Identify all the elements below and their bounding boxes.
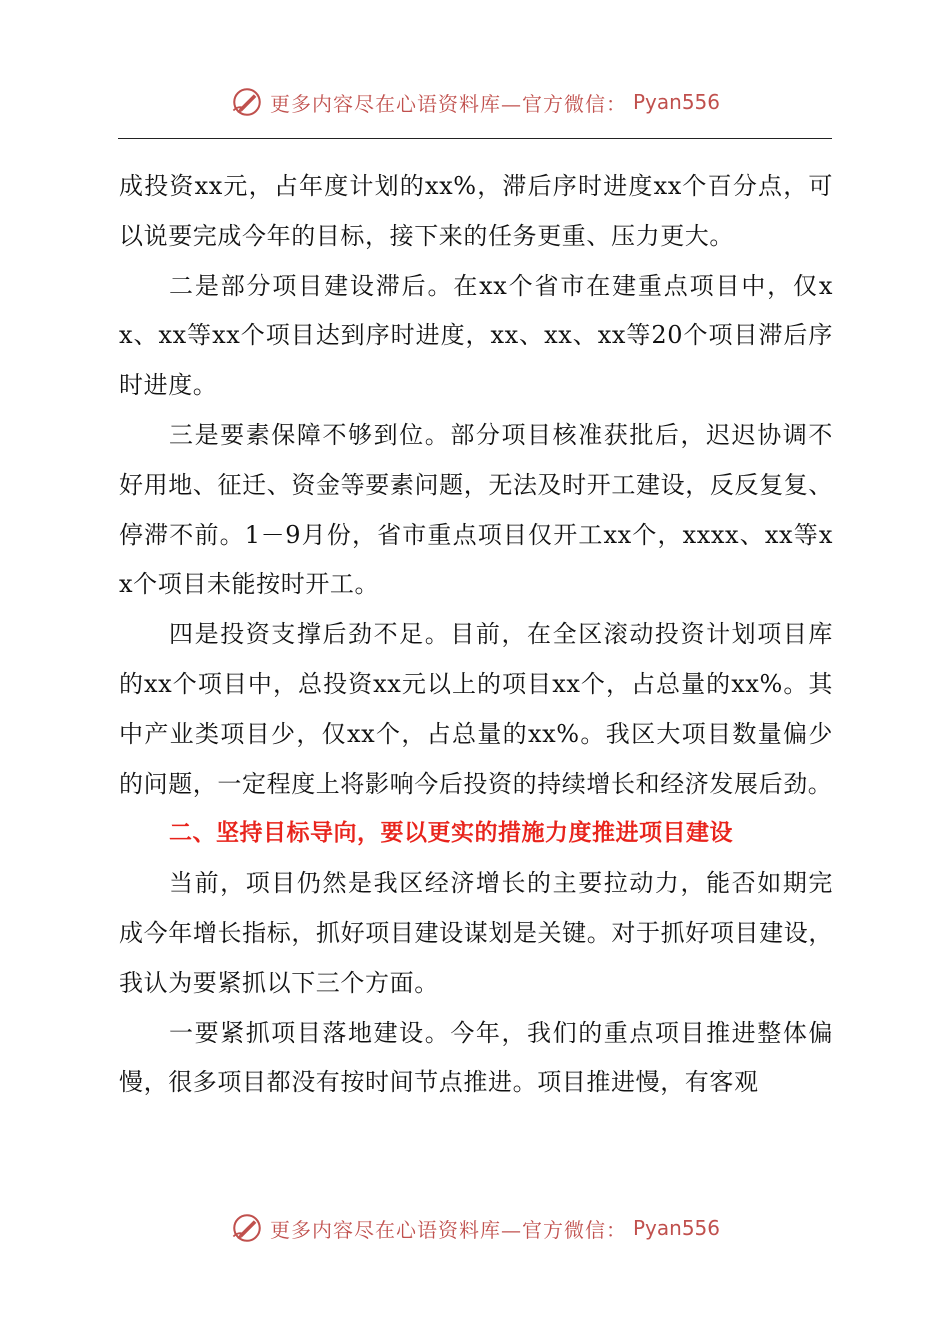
paragraph: 三是要素保障不够到位。部分项目核准获批后，迟迟协调不好用地、征迁、资金等要素问题，无法及时开工建设，反反复复、停滞不前。1－9月份，省市重点项目仅开工xx个，xxxx、xx等xx个项目未能按时开工。 <box>119 420 833 599</box>
footer-banner-id: Pyan556 <box>632 1216 720 1240</box>
header-banner-id: Pyan556 <box>632 90 720 114</box>
document-body <box>119 162 833 1108</box>
footer-banner <box>0 1208 950 1248</box>
header-banner <box>0 82 950 122</box>
pen-logo-icon <box>230 1211 264 1245</box>
paragraph: 成投资xx元，占年度计划的xx%，滞后序时进度xx个百分点，可以说要完成今年的目标，接下来的任务更重、压力更大。 <box>119 172 833 250</box>
paragraph: 四是投资支撑后劲不足。目前，在全区滚动投资计划项目库的xx个项目中，总投资xx元以上的项目xx个，占总量的xx%。其中产业类项目少，仅xx个，占总量的xx%。我区大项目数量偏少的问题，一定程度上将影响今后投资的持续增长和经济发展后劲。 <box>119 620 833 798</box>
pen-logo-icon <box>230 85 264 119</box>
paragraph: 一要紧抓项目落地建设。今年，我们的重点项目推进整体偏慢，很多项目都没有按时间节点推进。项目推进慢，有客观 <box>119 1018 833 1097</box>
footer-banner-text: 更多内容尽在心语资料库—官方微信： <box>269 1217 627 1242</box>
header-banner-text: 更多内容尽在心语资料库—官方微信： <box>269 91 627 116</box>
header-divider <box>118 138 832 139</box>
paragraph: 二是部分项目建设滞后。在xx个省市在建重点项目中，仅xx、xx等xx个项目达到序时进度，xx、xx、xx等20个项目滞后序时进度。 <box>119 271 833 400</box>
paragraph: 当前，项目仍然是我区经济增长的主要拉动力，能否如期完成今年增长指标，抓好项目建设谋划是关键。对于抓好项目建设，我认为要紧抓以下三个方面。 <box>119 869 833 997</box>
section-heading: 二、坚持目标导向，要以更实的措施力度推进项目建设 <box>169 820 733 847</box>
